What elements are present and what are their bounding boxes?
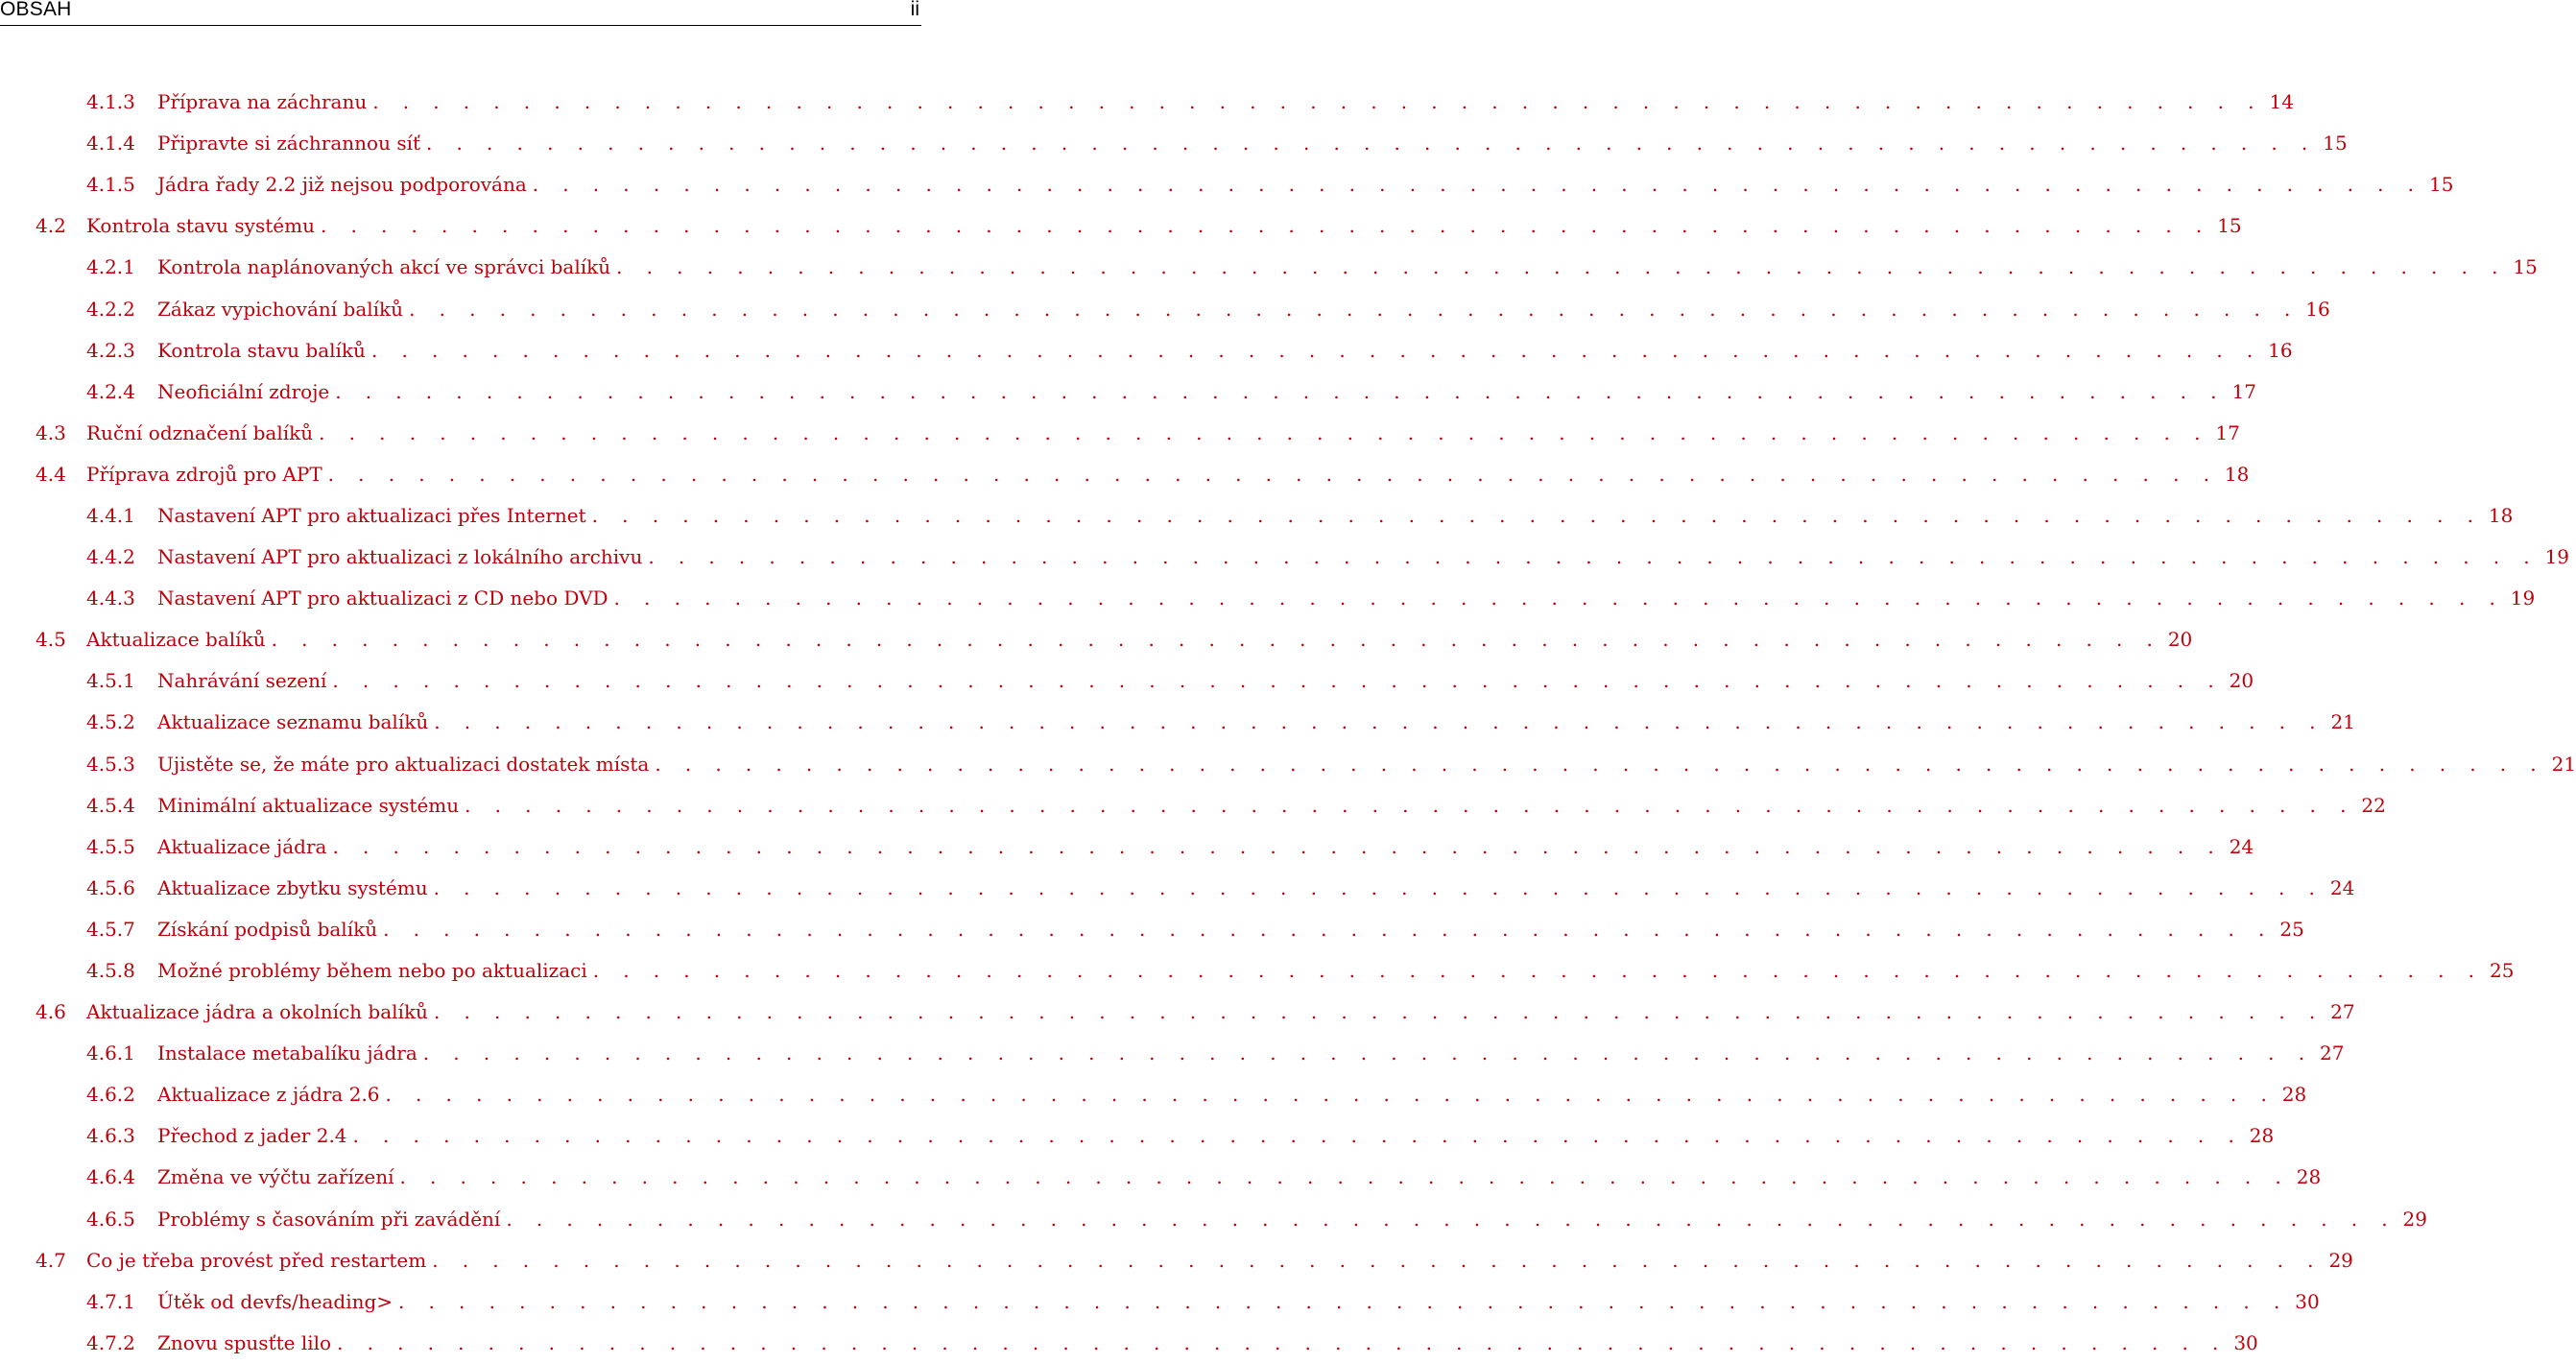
toc-entry-page[interactable]: 29	[2328, 1248, 2353, 1272]
toc-entry-number: 4.4.1	[86, 503, 135, 527]
toc-entry-title[interactable]: Kontrola naplánovaných akcí ve správci balíků	[157, 255, 611, 279]
toc-entry-number: 4.1.4	[86, 132, 135, 156]
toc-entry-title[interactable]: Příprava zdrojů pro APT	[86, 462, 322, 486]
header-page-number: ii	[910, 0, 919, 20]
toc-entry[interactable]	[0, 1074, 2307, 1115]
toc-entry[interactable]	[0, 495, 2514, 537]
toc-entry-page[interactable]: 15	[2323, 132, 2348, 156]
dot-leader: . . . . . . . . . . . . . . . . . . . . . . . . . . . . . . . . . . . . . . . . . . . . . . . . . . . . . . . . . . . . . . .	[352, 1124, 2244, 1148]
toc-entry-number: 4.4.2	[86, 545, 135, 569]
toc-entry[interactable]	[0, 1240, 2353, 1281]
toc-entry-page[interactable]: 15	[2513, 255, 2538, 279]
toc-entry-page[interactable]: 24	[2229, 834, 2254, 858]
toc-entry-number: 4.4.3	[86, 586, 135, 610]
toc-entry[interactable]	[0, 371, 2256, 413]
toc-entry-title[interactable]: Aktualizace jádra a okolních balíků	[86, 1000, 428, 1024]
toc-entry[interactable]	[0, 619, 2193, 660]
toc-entry-page[interactable]: 28	[2249, 1124, 2275, 1148]
toc-entry[interactable]	[0, 992, 2355, 1033]
toc-entry-page[interactable]: 19	[2544, 545, 2570, 569]
toc-entry-number: 4.5.3	[86, 752, 135, 776]
toc-entry[interactable]	[0, 413, 2240, 454]
dot-leader: . . . . . . . . . . . . . . . . . . . . . . . . . . . . . . . . . . . . . . . . . . . . . . . . . . . . . . . . . . . . . . .	[434, 710, 2325, 734]
toc-entry[interactable]	[0, 578, 2536, 619]
toc-entry-number: 4.6.5	[86, 1207, 135, 1231]
dot-leader: . . . . . . . . . . . . . . . . . . . . . . . . . . . . . . . . . . . . . . . . . . . . . . . . . . . . . . . . . . . . . . .	[648, 545, 2540, 569]
toc-entry-number: 4.7.2	[86, 1330, 135, 1354]
toc-entry-title[interactable]: Problémy s časováním při zavádění	[157, 1207, 501, 1231]
toc-entry-number: 4.2	[36, 214, 66, 238]
dot-leader: . . . . . . . . . . . . . . . . . . . . . . . . . . . . . . . . . . . . . . . . . . . . . . . . . . . . . . . . . . . . . . .	[320, 214, 2211, 238]
dot-leader: . . . . . . . . . . . . . . . . . . . . . . . . . . . . . . . . . . . . . . . . . . . . . . . . . . . . . . . . . . . . . . .	[337, 1330, 2228, 1354]
toc-entry-number: 4.6.4	[86, 1165, 135, 1189]
toc-entry-title[interactable]: Nahrávání sezení	[157, 669, 327, 693]
toc-entry-number: 4.5.4	[86, 793, 135, 817]
toc-entry-number: 4.7.1	[86, 1289, 135, 1313]
dot-leader: . . . . . . . . . . . . . . . . . . . . . . . . . . . . . . . . . . . . . . . . . . . . . . . . . . . . . . . . . . . . . . .	[332, 669, 2224, 693]
toc-entry-title[interactable]: Aktualizace seznamu balíků	[157, 710, 429, 734]
toc-entry-title[interactable]: Instalace metabalíku jádra	[157, 1041, 417, 1065]
toc-entry-title[interactable]: Aktualizace zbytku systému	[157, 875, 428, 899]
toc-entry-title[interactable]: Připravte si záchrannou síť	[157, 132, 421, 156]
toc-entry-page[interactable]: 21	[2551, 752, 2576, 776]
toc-entry-title[interactable]: Nastavení APT pro aktualizaci přes Internet	[157, 503, 586, 527]
toc-entry-page[interactable]: 20	[2229, 669, 2254, 693]
dot-leader: . . . . . . . . . . . . . . . . . . . . . . . . . . . . . . . . . . . . . . . . . . . . . . . . . . . . . . . . . . . . . . .	[332, 834, 2224, 858]
toc-entry-title[interactable]: Změna ve výčtu zařízení	[157, 1165, 394, 1189]
toc-entry-page[interactable]: 25	[2279, 917, 2304, 941]
toc-entry-page[interactable]: 27	[2320, 1041, 2345, 1065]
toc-entry-title[interactable]: Ruční odznačení balíků	[86, 420, 314, 444]
header-title: OBSAH	[0, 0, 72, 20]
toc-entry-title[interactable]: Aktualizace z jádra 2.6	[157, 1083, 380, 1107]
toc-entry[interactable]	[0, 454, 2250, 495]
toc-entry-number: 4.5.7	[86, 917, 135, 941]
dot-leader: . . . . . . . . . . . . . . . . . . . . . . . . . . . . . . . . . . . . . . . . . . . . . . . . . . . . . . . . . . . . . . .	[592, 959, 2484, 983]
dot-leader: . . . . . . . . . . . . . . . . . . . . . . . . . . . . . . . . . . . . . . . . . . . . . . . . . . . . . . . . . . . . . . .	[398, 1289, 2289, 1313]
dot-leader: . . . . . . . . . . . . . . . . . . . . . . . . . . . . . . . . . . . . . . . . . . . . . . . . . . . . . . . . . . . . . . .	[319, 420, 2209, 444]
toc-entry[interactable]	[0, 1115, 2275, 1157]
toc-entry[interactable]	[0, 1199, 2427, 1240]
toc-entry-number: 4.2.3	[86, 338, 135, 362]
dot-leader: . . . . . . . . . . . . . . . . . . . . . . . . . . . . . . . . . . . . . . . . . . . . . . . . . . . . . . . . . . . . . . .	[426, 132, 2317, 156]
toc-entry-number: 4.1.3	[86, 90, 135, 114]
dot-leader: . . . . . . . . . . . . . . . . . . . . . . . . . . . . . . . . . . . . . . . . . . . . . . . . . . . . . . . . . . . . . . .	[383, 917, 2274, 941]
dot-leader: . . . . . . . . . . . . . . . . . . . . . . . . . . . . . . . . . . . . . . . . . . . . . . . . . . . . . . . . . . . . . . .	[327, 462, 2219, 486]
toc-entry-page[interactable]: 30	[2233, 1330, 2258, 1354]
toc-entry-title[interactable]: Aktualizace jádra	[157, 834, 327, 858]
dot-leader: . . . . . . . . . . . . . . . . . . . . . . . . . . . . . . . . . . . . . . . . . . . . . . . . . . . . . . . . . . . . . . .	[370, 338, 2262, 362]
toc-entry-number: 4.2.4	[86, 379, 135, 403]
toc-entry[interactable]	[0, 82, 2294, 123]
toc-entry-title[interactable]: Nastavení APT pro aktualizaci z lokálního archivu	[157, 545, 643, 569]
toc-entry[interactable]	[0, 950, 2515, 992]
toc-entry-page[interactable]: 20	[2167, 628, 2193, 652]
toc-entry-page[interactable]: 17	[2231, 379, 2256, 403]
toc-entry-page[interactable]: 17	[2215, 420, 2240, 444]
toc-entry-title[interactable]: Co je třeba provést před restartem	[86, 1248, 427, 1272]
dot-leader: . . . . . . . . . . . . . . . . . . . . . . . . . . . . . . . . . . . . . . . . . . . . . . . . . . . . . . . . . . . . . . .	[372, 90, 2263, 114]
toc-entry-page[interactable]: 25	[2489, 959, 2515, 983]
toc-entry-title[interactable]: Minimální aktualizace systému	[157, 793, 460, 817]
dot-leader: . . . . . . . . . . . . . . . . . . . . . . . . . . . . . . . . . . . . . . . . . . . . . . . . . . . . . . . . . . . . . . .	[465, 793, 2355, 817]
dot-leader: . . . . . . . . . . . . . . . . . . . . . . . . . . . . . . . . . . . . . . . . . . . . . . . . . . . . . . . . . . . . . . .	[271, 628, 2162, 652]
toc-entry-title[interactable]: Nastavení APT pro aktualizaci z CD nebo DVD	[157, 586, 608, 610]
toc-entry-page[interactable]: 30	[2295, 1289, 2320, 1313]
toc-entry-title[interactable]: Útěk od devfs/heading>	[157, 1289, 394, 1313]
toc-entry-number: 4.5.5	[86, 834, 135, 858]
toc-entry-page[interactable]: 16	[2268, 338, 2293, 362]
toc-entry[interactable]	[0, 537, 2570, 578]
toc-entry-title[interactable]: Příprava na záchranu	[157, 90, 368, 114]
toc-entry-number: 4.5.2	[86, 710, 135, 734]
toc-entry-title[interactable]: Kontrola stavu systému	[86, 214, 315, 238]
toc-entry-number: 4.5.1	[86, 669, 135, 693]
toc-entry[interactable]	[0, 826, 2254, 868]
dot-leader: . . . . . . . . . . . . . . . . . . . . . . . . . . . . . . . . . . . . . . . . . . . . . . . . . . . . . . . . . . . . . . .	[399, 1165, 2291, 1189]
toc-entry-page[interactable]: 16	[2305, 297, 2330, 321]
toc-entry-number: 4.6.3	[86, 1124, 135, 1148]
toc-entry[interactable]	[0, 1323, 2258, 1364]
toc-entry-number: 4.5	[36, 628, 66, 652]
toc-entry-number: 4.2.1	[86, 255, 135, 279]
toc-entry-number: 4.2.2	[86, 297, 135, 321]
dot-leader: . . . . . . . . . . . . . . . . . . . . . . . . . . . . . . . . . . . . . . . . . . . . . . . . . . . . . . . . . . . . . . .	[506, 1207, 2397, 1231]
toc-entry[interactable]	[0, 164, 2454, 205]
toc-entry-title[interactable]: Jádra řady 2.2 již nejsou podporována	[157, 173, 527, 197]
toc-entry[interactable]	[0, 702, 2355, 743]
toc-entry[interactable]	[0, 288, 2330, 329]
toc-entry-number: 4.6.1	[86, 1041, 135, 1065]
toc-entry-page[interactable]: 18	[2488, 503, 2514, 527]
toc-entry-title[interactable]: Ujistěte se, že máte pro aktualizaci dostatek místa	[157, 752, 650, 776]
toc-entry-page[interactable]: 22	[2361, 793, 2386, 817]
toc-entry-number: 4.7	[36, 1248, 66, 1272]
dot-leader: . . . . . . . . . . . . . . . . . . . . . . . . . . . . . . . . . . . . . . . . . . . . . . . . . . . . . . . . . . . . . . .	[385, 1083, 2277, 1107]
toc-entry-page[interactable]: 18	[2224, 462, 2250, 486]
toc-entry[interactable]	[0, 123, 2348, 164]
toc-entry-page[interactable]: 14	[2269, 90, 2294, 114]
dot-leader: . . . . . . . . . . . . . . . . . . . . . . . . . . . . . . . . . . . . . . . . . . . . . . . . . . . . . . . . . . . . . . .	[422, 1041, 2314, 1065]
toc-entry-number: 4.6	[36, 1000, 66, 1024]
dot-leader: . . . . . . . . . . . . . . . . . . . . . . . . . . . . . . . . . . . . . . . . . . . . . . . . . . . . . . . . . . . . . . .	[532, 173, 2423, 197]
toc-entry-title[interactable]: Aktualizace balíků	[86, 628, 266, 652]
dot-leader: . . . . . . . . . . . . . . . . . . . . . . . . . . . . . . . . . . . . . . . . . . . . . . . . . . . . . . . . . . . . . . .	[433, 1000, 2325, 1024]
toc-entry[interactable]	[0, 1157, 2322, 1198]
toc-entry-title[interactable]: Znovu spusťte lilo	[157, 1330, 332, 1354]
toc-entry[interactable]	[0, 660, 2254, 702]
toc-entry-page[interactable]: 15	[2429, 173, 2454, 197]
toc-entry[interactable]	[0, 744, 2576, 785]
dot-leader: . . . . . . . . . . . . . . . . . . . . . . . . . . . . . . . . . . . . . . . . . . . . . . . . . . . . . . . . . . . . . . .	[409, 297, 2300, 321]
dot-leader: . . . . . . . . . . . . . . . . . . . . . . . . . . . . . . . . . . . . . . . . . . . . . . . . . . . . . . . . . . . . . . .	[655, 752, 2546, 776]
dot-leader: . . . . . . . . . . . . . . . . . . . . . . . . . . . . . . . . . . . . . . . . . . . . . . . . . . . . . . . . . . . . . . .	[433, 875, 2325, 899]
toc-entry-title[interactable]: Zákaz vypichování balíků	[157, 297, 404, 321]
toc-entry[interactable]	[0, 247, 2538, 288]
toc-entry-number: 4.4	[36, 462, 66, 486]
toc-entry-page[interactable]: 28	[2281, 1083, 2307, 1107]
toc-entry[interactable]	[0, 1033, 2345, 1074]
toc-entry-number: 4.1.5	[86, 173, 135, 197]
dot-leader: . . . . . . . . . . . . . . . . . . . . . . . . . . . . . . . . . . . . . . . . . . . . . . . . . . . . . . . . . . . . . . .	[335, 379, 2226, 403]
toc-entry-title[interactable]: Získání podpisů balíků	[157, 917, 378, 941]
toc-entry-page[interactable]: 19	[2510, 586, 2536, 610]
toc-entry[interactable]	[0, 909, 2304, 950]
toc-entry-title[interactable]: Přechod z jader 2.4	[157, 1124, 347, 1148]
running-header	[0, 0, 921, 26]
toc-entry-number: 4.5.8	[86, 959, 135, 983]
toc-entry[interactable]	[0, 205, 2242, 247]
toc-entry-page[interactable]: 27	[2330, 1000, 2355, 1024]
toc-entry-page[interactable]: 24	[2329, 875, 2355, 899]
toc-entry-page[interactable]: 28	[2296, 1165, 2322, 1189]
dot-leader: . . . . . . . . . . . . . . . . . . . . . . . . . . . . . . . . . . . . . . . . . . . . . . . . . . . . . . . . . . . . . . .	[613, 586, 2505, 610]
toc-entry[interactable]	[0, 785, 2386, 826]
toc-entry-number: 4.5.6	[86, 875, 135, 899]
toc-entry-title[interactable]: Možné problémy během nebo po aktualizaci	[157, 959, 587, 983]
toc-entry-title[interactable]: Neoficiální zdroje	[157, 379, 330, 403]
toc-entry[interactable]	[0, 330, 2293, 371]
toc-entry-number: 4.3	[36, 420, 66, 444]
table-of-contents	[0, 82, 2576, 1364]
toc-entry-number: 4.6.2	[86, 1083, 135, 1107]
toc-entry[interactable]	[0, 868, 2355, 909]
toc-entry-page[interactable]: 15	[2217, 214, 2242, 238]
toc-entry-page[interactable]: 29	[2402, 1207, 2427, 1231]
dot-leader: . . . . . . . . . . . . . . . . . . . . . . . . . . . . . . . . . . . . . . . . . . . . . . . . . . . . . . . . . . . . . . .	[432, 1248, 2323, 1272]
dot-leader: . . . . . . . . . . . . . . . . . . . . . . . . . . . . . . . . . . . . . . . . . . . . . . . . . . . . . . . . . . . . . . .	[591, 503, 2483, 527]
toc-entry-page[interactable]: 21	[2330, 710, 2355, 734]
toc-entry-title[interactable]: Kontrola stavu balíků	[157, 338, 366, 362]
dot-leader: . . . . . . . . . . . . . . . . . . . . . . . . . . . . . . . . . . . . . . . . . . . . . . . . . . . . . . . . . . . . . . .	[616, 255, 2507, 279]
toc-entry[interactable]	[0, 1281, 2320, 1323]
